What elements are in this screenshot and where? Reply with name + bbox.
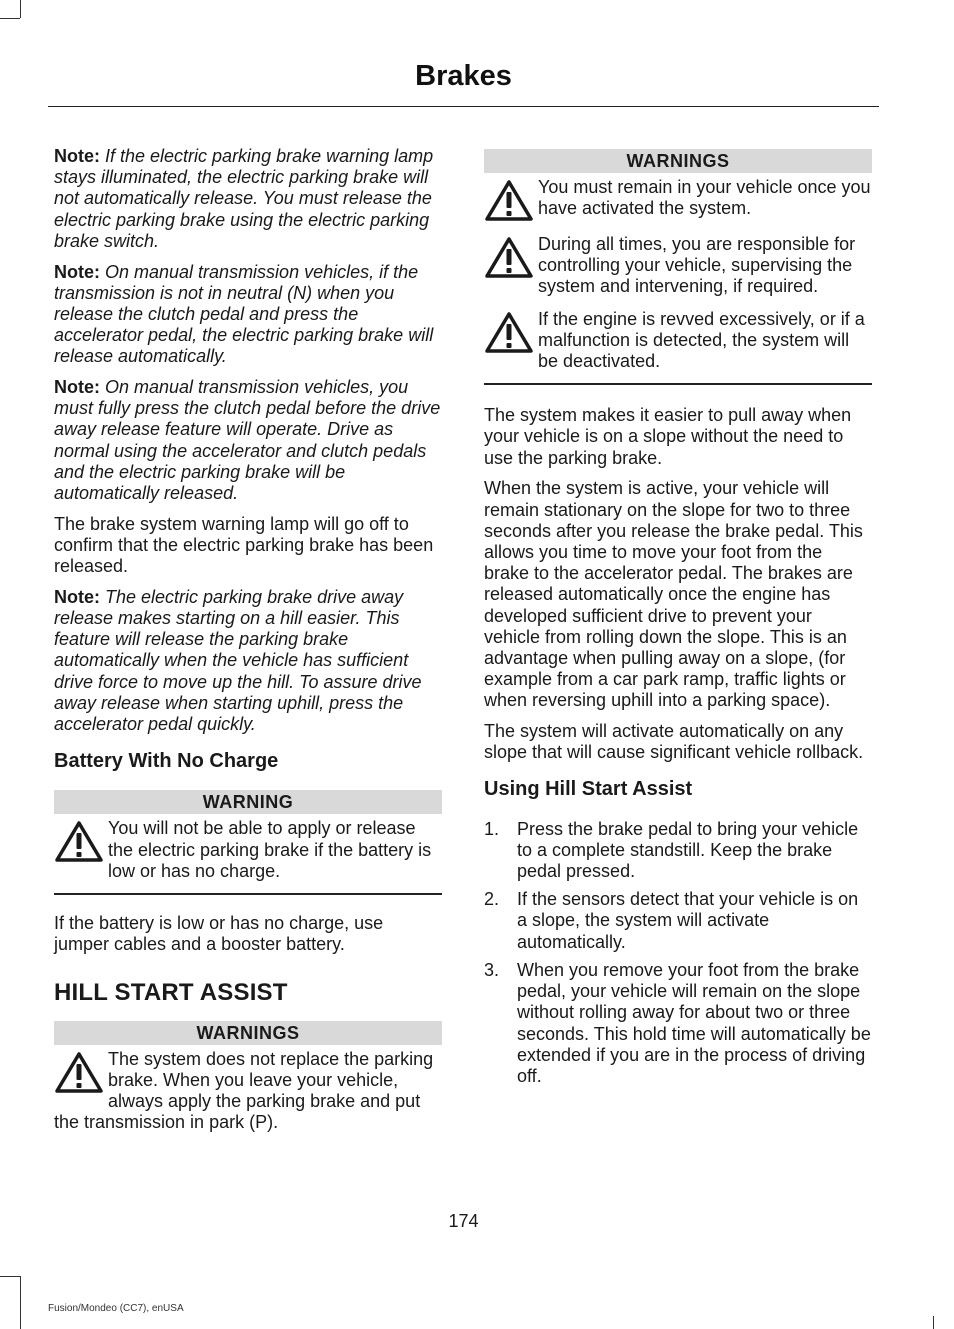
- note-paragraph: Note: If the electric parking brake warning lamp stays illuminated, the electric parking brake will not automatically release. You must release the electric parking brake using the electric parking brake switch.: [54, 146, 434, 251]
- warning-triangle-icon: [54, 820, 104, 864]
- crop-mark: [933, 1316, 934, 1329]
- warning-header: WARNINGS: [484, 149, 872, 173]
- chapter-heading-hill-start: HILL START ASSIST: [54, 978, 288, 1006]
- crop-mark: [0, 18, 20, 19]
- warning-triangle-icon: [484, 179, 534, 223]
- page-number: 174: [448, 1211, 479, 1231]
- list-item: 1. Press the brake pedal to bring your vehicle to a complete standstill. Keep the brake pedal pressed.: [484, 818, 859, 882]
- body-paragraph: If the battery is low or has no charge, use jumper cables and a booster battery.: [54, 913, 384, 955]
- footer-model-text: Fusion/Mondeo (CC7), enUSA: [48, 1303, 184, 1314]
- warning-header: WARNINGS: [54, 1021, 442, 1045]
- body-paragraph: When the system is active, your vehicle will remain stationary on the slope for two to three seconds after you release the brake pedal. This allows you time to move your foot from the brake to the accelerator pedal. The brakes are released automatically once the engine has developed sufficient drive to prevent your vehicle from rolling down the slope. This is an advantage when pulling away on a slope, (for example from a car park ramp, traffic lights or when reversing uphill into a parking space).: [484, 478, 863, 711]
- warning-triangle-icon: [484, 311, 534, 355]
- right-column: [484, 146, 872, 1094]
- body-paragraph: The system makes it easier to pull away when your vehicle is on a slope without the need to use the parking brake.: [484, 405, 852, 468]
- warning-item: During all times, you are responsible for controlling your vehicle, supervising the system and intervening, if required.: [484, 234, 872, 298]
- warning-item: You will not be able to apply or release the electric parking brake if the battery is low or has no charge.: [54, 818, 442, 882]
- note-paragraph: Note: On manual transmission vehicles, you must fully press the clutch pedal before the drive away release feature will operate. Drive as normal using the accelerator and clutch pedals and the electric parking brake will be automatically released.: [54, 377, 441, 504]
- warning-header: WARNING: [54, 790, 442, 814]
- page-title: Brakes: [415, 60, 512, 92]
- header-divider: [48, 106, 879, 107]
- left-column: [54, 146, 442, 1150]
- warning-item: You must remain in your vehicle once you have activated the system.: [484, 177, 872, 223]
- warning-triangle-icon: [54, 1051, 104, 1095]
- list-item: 2. If the sensors detect that your vehicle is on a slope, the system will activate automatically.: [484, 889, 859, 952]
- warning-box-battery: [54, 790, 442, 895]
- warning-item: If the engine is revved excessively, or if a malfunction is detected, the system will be deactivated.: [484, 309, 872, 373]
- warning-item: The system does not replace the parking brake. When you leave your vehicle, always apply the parking brake and put the transmission in park (P).: [54, 1048, 434, 1133]
- crop-mark: [20, 0, 21, 18]
- warning-box-system: [484, 149, 872, 385]
- section-heading-using-hill-start: Using Hill Start Assist: [484, 778, 693, 801]
- crop-mark: [20, 1276, 21, 1329]
- section-heading-battery: Battery With No Charge: [54, 750, 279, 773]
- note-paragraph: Note: On manual transmission vehicles, if the transmission is not in neutral (N) when you release the clutch pedal and press the accelerator pedal, the electric parking brake will release automatically.: [54, 261, 434, 367]
- note-paragraph: Note: The electric parking brake drive away release makes starting on a hill easier. This feature will release the parking brake automatically when the vehicle has sufficient drive force to move up the hill. To assure drive away release when starting uphill, press the accelerator pedal quickly.: [54, 586, 422, 735]
- crop-mark: [0, 1276, 20, 1277]
- warning-triangle-icon: [484, 236, 534, 280]
- steps-list: [484, 819, 872, 1087]
- body-paragraph: The system will activate automatically on any slope that will cause significant vehicle rollback.: [484, 721, 864, 763]
- list-item: 3. When you remove your foot from the brake pedal, your vehicle will remain on the slope without rolling away for about two or three seconds. This hold time will automatically be extended if you are in the process of driving off.: [484, 959, 871, 1086]
- warning-divider: [484, 383, 872, 385]
- warning-box-hill-start: [54, 1021, 442, 1134]
- warning-divider: [54, 893, 442, 895]
- body-paragraph: The brake system warning lamp will go off to confirm that the electric parking brake has been released.: [54, 513, 434, 577]
